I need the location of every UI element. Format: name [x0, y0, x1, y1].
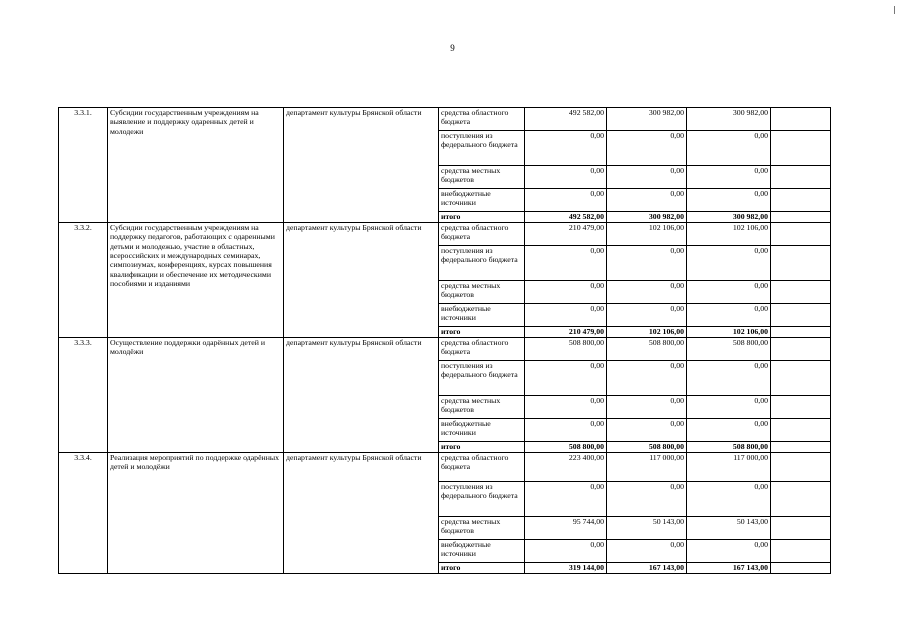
amount-year-3: 167 143,00	[687, 563, 771, 574]
amount-year-1: 0,00	[525, 482, 607, 517]
executor: департамент культуры Брянской области	[284, 338, 439, 453]
funding-source: итого	[439, 212, 525, 223]
empty-cell	[771, 442, 831, 453]
empty-cell	[771, 396, 831, 419]
item-name: Субсидии государственным учреждениям на поддержку педагогов, работающих с одаренными детьми и молодежью, участие в областных, всероссийских и международных семинарах, симпозиумах, конференциях, курсах повышения квалификации и обеспечение их методическими пособиями и изданиями	[108, 223, 284, 338]
amount-year-1: 492 582,00	[525, 212, 607, 223]
amount-year-3: 0,00	[687, 131, 771, 166]
amount-year-2: 508 800,00	[607, 338, 687, 361]
item-name: Реализация мероприятий по поддержке одарённых детей и молодёжи	[108, 453, 284, 574]
funding-source: средства областного бюджета	[439, 453, 525, 482]
empty-cell	[771, 246, 831, 281]
table-body	[59, 108, 831, 574]
amount-year-3: 0,00	[687, 281, 771, 304]
funding-source: средства областного бюджета	[439, 223, 525, 246]
item-name: Осуществление поддержки одарённых детей и молодёжи	[108, 338, 284, 453]
empty-cell	[771, 304, 831, 327]
funding-source: поступления из федерального бюджета	[439, 246, 525, 281]
empty-cell	[771, 540, 831, 563]
funding-source: внебюджетные источники	[439, 304, 525, 327]
amount-year-2: 0,00	[607, 419, 687, 442]
amount-year-2: 300 982,00	[607, 108, 687, 131]
amount-year-3: 0,00	[687, 246, 771, 281]
amount-year-2: 102 106,00	[607, 223, 687, 246]
amount-year-1: 210 479,00	[525, 223, 607, 246]
item-code: 3.3.3.	[59, 338, 108, 453]
amount-year-3: 0,00	[687, 361, 771, 396]
amount-year-1: 0,00	[525, 361, 607, 396]
amount-year-1: 0,00	[525, 396, 607, 419]
funding-source: средства местных бюджетов	[439, 517, 525, 540]
amount-year-2: 0,00	[607, 361, 687, 396]
funding-source: средства местных бюджетов	[439, 281, 525, 304]
amount-year-3: 0,00	[687, 189, 771, 212]
amount-year-2: 0,00	[607, 540, 687, 563]
item-code: 3.3.2.	[59, 223, 108, 338]
amount-year-1: 508 800,00	[525, 442, 607, 453]
amount-year-1: 0,00	[525, 189, 607, 212]
empty-cell	[771, 361, 831, 396]
funding-source: внебюджетные источники	[439, 189, 525, 212]
amount-year-1: 0,00	[525, 419, 607, 442]
empty-cell	[771, 338, 831, 361]
funding-source: итого	[439, 442, 525, 453]
amount-year-1: 492 582,00	[525, 108, 607, 131]
amount-year-1: 223 400,00	[525, 453, 607, 482]
empty-cell	[771, 281, 831, 304]
amount-year-1: 0,00	[525, 246, 607, 281]
amount-year-1: 0,00	[525, 540, 607, 563]
amount-year-2: 0,00	[607, 246, 687, 281]
amount-year-1: 210 479,00	[525, 327, 607, 338]
empty-cell	[771, 453, 831, 482]
amount-year-2: 50 143,00	[607, 517, 687, 540]
amount-year-3: 0,00	[687, 540, 771, 563]
funding-source: средства местных бюджетов	[439, 396, 525, 419]
table-row	[59, 338, 831, 361]
empty-cell	[771, 419, 831, 442]
item-name: Субсидии государственным учреждениям на выявление и поддержку одаренных детей и молодежи	[108, 108, 284, 223]
funding-source: средства областного бюджета	[439, 338, 525, 361]
amount-year-2: 0,00	[607, 304, 687, 327]
table-row	[59, 453, 831, 482]
item-code: 3.3.1.	[59, 108, 108, 223]
amount-year-2: 102 106,00	[607, 327, 687, 338]
amount-year-3: 117 000,00	[687, 453, 771, 482]
empty-cell	[771, 108, 831, 131]
amount-year-2: 0,00	[607, 131, 687, 166]
amount-year-2: 117 000,00	[607, 453, 687, 482]
amount-year-2: 0,00	[607, 396, 687, 419]
empty-cell	[771, 212, 831, 223]
amount-year-3: 102 106,00	[687, 223, 771, 246]
table-row	[59, 108, 831, 131]
amount-year-3: 300 982,00	[687, 108, 771, 131]
amount-year-3: 102 106,00	[687, 327, 771, 338]
funding-source: поступления из федерального бюджета	[439, 361, 525, 396]
scan-edge-mark	[894, 6, 895, 14]
amount-year-2: 0,00	[607, 281, 687, 304]
empty-cell	[771, 327, 831, 338]
amount-year-1: 0,00	[525, 304, 607, 327]
amount-year-1: 0,00	[525, 166, 607, 189]
funding-source: внебюджетные источники	[439, 419, 525, 442]
funding-source: поступления из федерального бюджета	[439, 482, 525, 517]
amount-year-2: 167 143,00	[607, 563, 687, 574]
amount-year-1: 95 744,00	[525, 517, 607, 540]
executor: департамент культуры Брянской области	[284, 108, 439, 223]
funding-source: средства областного бюджета	[439, 108, 525, 131]
amount-year-3: 0,00	[687, 166, 771, 189]
empty-cell	[771, 563, 831, 574]
funding-source: внебюджетные источники	[439, 540, 525, 563]
funding-source: поступления из федерального бюджета	[439, 131, 525, 166]
funding-source: средства местных бюджетов	[439, 166, 525, 189]
empty-cell	[771, 223, 831, 246]
item-code: 3.3.4.	[59, 453, 108, 574]
empty-cell	[771, 517, 831, 540]
amount-year-1: 319 144,00	[525, 563, 607, 574]
amount-year-2: 0,00	[607, 482, 687, 517]
amount-year-2: 300 982,00	[607, 212, 687, 223]
amount-year-3: 0,00	[687, 419, 771, 442]
amount-year-3: 300 982,00	[687, 212, 771, 223]
amount-year-3: 0,00	[687, 482, 771, 517]
amount-year-1: 0,00	[525, 281, 607, 304]
executor: департамент культуры Брянской области	[284, 453, 439, 574]
amount-year-1: 508 800,00	[525, 338, 607, 361]
amount-year-2: 0,00	[607, 166, 687, 189]
amount-year-2: 0,00	[607, 189, 687, 212]
empty-cell	[771, 166, 831, 189]
funding-source: итого	[439, 327, 525, 338]
empty-cell	[771, 131, 831, 166]
amount-year-3: 508 800,00	[687, 338, 771, 361]
amount-year-3: 0,00	[687, 304, 771, 327]
table-row	[59, 223, 831, 246]
executor: департамент культуры Брянской области	[284, 223, 439, 338]
amount-year-3: 0,00	[687, 396, 771, 419]
funding-source: итого	[439, 563, 525, 574]
empty-cell	[771, 189, 831, 212]
page-number: 9	[450, 43, 455, 53]
amount-year-1: 0,00	[525, 131, 607, 166]
empty-cell	[771, 482, 831, 517]
amount-year-3: 50 143,00	[687, 517, 771, 540]
amount-year-2: 508 800,00	[607, 442, 687, 453]
amount-year-3: 508 800,00	[687, 442, 771, 453]
budget-table	[58, 107, 831, 574]
